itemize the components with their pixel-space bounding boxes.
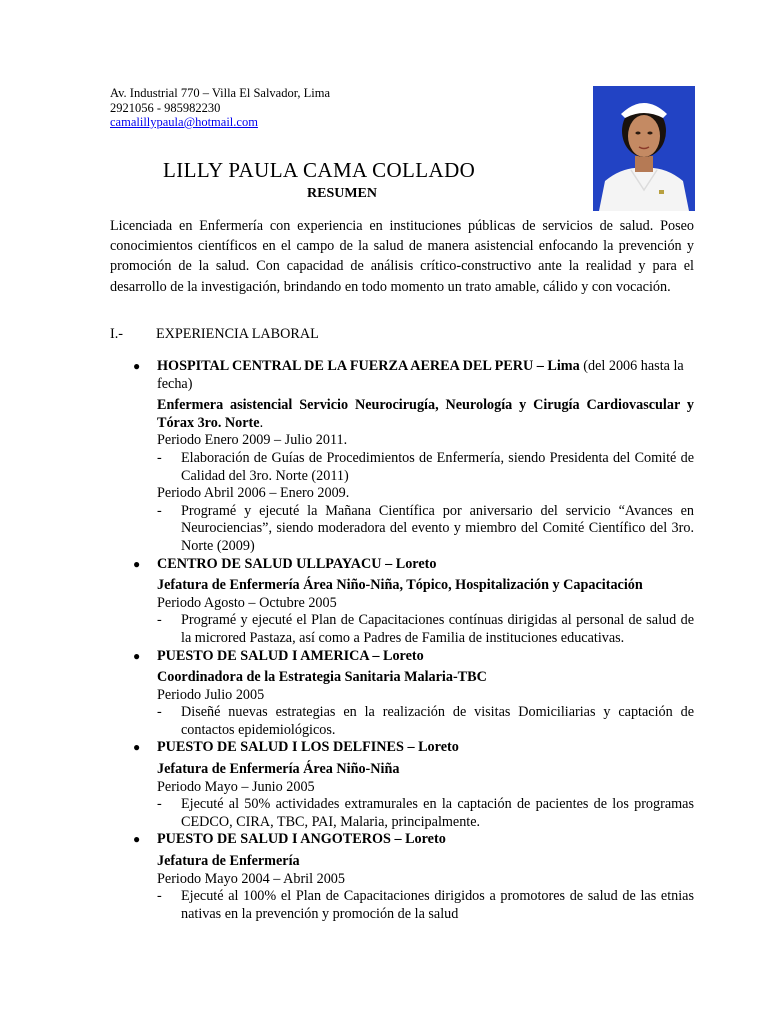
bullet-icon: ●: [133, 740, 141, 755]
job-role: Jefatura de Enfermería Área Niño-Niña: [157, 761, 400, 778]
job-role: Jefatura de Enfermería: [157, 853, 300, 870]
job-period: Periodo Mayo 2004 – Abril 2005: [157, 870, 345, 887]
job-task: - Diseñé nuevas estrategias en la realización de visitas Domiciliarias y captación de contactos epidemiológicos.: [157, 704, 694, 738]
job-entry: [133, 647, 694, 740]
job-entry: [133, 739, 694, 831]
employer: PUESTO DE SALUD I AMERICA – Loreto: [157, 647, 424, 664]
summary-paragraph: Licenciada en Enfermería con experiencia en instituciones públicas de servicios de salud. Poseo conocimientos científicos en el campo de la salud de manera asistencial enfocando la prevención y promoción de la salud. Con capacidad de análisis crítico-constructivo ante la realidad y para el desarrollo de la investigación, brindando en todo momento un trato amable, cálido y con vocación.: [110, 218, 694, 295]
email-link[interactable]: camalillypaula@hotmail.com: [110, 115, 258, 129]
job-period: Periodo Agosto – Octubre 2005: [157, 594, 337, 611]
dash-icon: -: [157, 796, 162, 813]
profile-photo: [593, 86, 695, 211]
contact-block: [110, 86, 330, 130]
dash-icon: -: [157, 888, 162, 905]
employer-dates: (del 2006 hasta la fecha): [157, 358, 684, 392]
dash-icon: -: [157, 449, 162, 466]
bullet-icon: ●: [133, 648, 141, 663]
job-task: - Programé y ejecuté el Plan de Capacitaciones contínuas dirigidas al personal de salud de la microred Pastaza, así como a Padres de Familia de instituciones educativas.: [157, 612, 694, 646]
job-role: Coordinadora de la Estrategia Sanitaria Malaria-TBC: [157, 669, 487, 686]
employer: HOSPITAL CENTRAL DE LA FUERZA AEREA DEL PERU – Lima: [157, 358, 580, 374]
section-number: I.-: [110, 326, 123, 342]
job-task: - Ejecuté al 100% el Plan de Capacitaciones dirigidos a promotores de salud de las etnias nativas en la prevención y promoción de la salud: [157, 888, 694, 922]
dash-icon: -: [157, 612, 162, 629]
job-task: - Programé y ejecuté la Mañana Científica por aniversario del servicio “Avances en Neurociencias”, siendo moderadora del evento y miembro del Comité Científico del 3ro. Norte (2009): [157, 502, 694, 554]
job-period: Periodo Abril 2006 – Enero 2009.: [157, 485, 350, 502]
job-period: Periodo Mayo – Junio 2005: [157, 778, 315, 795]
employer: CENTRO DE SALUD ULLPAYACU – Loreto: [157, 555, 437, 572]
job-entry: [133, 358, 694, 556]
job-task: - Elaboración de Guías de Procedimientos de Enfermería, siendo Presidenta del Comité de Calidad del 3ro. Norte (2011): [157, 449, 694, 484]
job-title: [157, 358, 694, 393]
employer: PUESTO DE SALUD I ANGOTEROS – Loreto: [157, 831, 446, 848]
job-role: Enfermera asistencial Servicio Neurocirugía, Neurología y Cirugía Cardiovascular y Tórax 3ro. Norte.: [157, 397, 694, 431]
section-heading: [110, 326, 319, 343]
address: Av. Industrial 770 – Villa El Salvador, Lima: [110, 86, 331, 100]
section-title: EXPERIENCIA LABORAL: [156, 326, 319, 342]
experience-list: [133, 358, 694, 923]
bullet-icon: ●: [133, 832, 141, 847]
job-task: - Ejecuté al 50% actividades extramurales en la captación de pacientes de los programas CEDCO, CIRA, TBC, PAI, Malaria, principalmente.: [157, 796, 694, 830]
dash-icon: -: [157, 502, 162, 519]
full-name: LILLY PAULA CAMA COLLADO: [163, 158, 476, 182]
phone-numbers: 2921056 - 985982230: [110, 100, 221, 115]
job-period: Periodo Julio 2005: [157, 686, 265, 703]
job-role: Jefatura de Enfermería Área Niño-Niña, Tópico, Hospitalización y Capacitación: [157, 577, 643, 594]
job-period: Periodo Enero 2009 – Julio 2011.: [157, 432, 348, 449]
employer: PUESTO DE SALUD I LOS DELFINES – Loreto: [157, 739, 459, 756]
bullet-icon: ●: [133, 359, 141, 373]
job-entry: [133, 831, 694, 923]
job-entry: [133, 555, 694, 648]
dash-icon: -: [157, 704, 162, 721]
summary-heading: RESUMEN: [307, 186, 378, 201]
bullet-icon: ●: [133, 556, 141, 571]
